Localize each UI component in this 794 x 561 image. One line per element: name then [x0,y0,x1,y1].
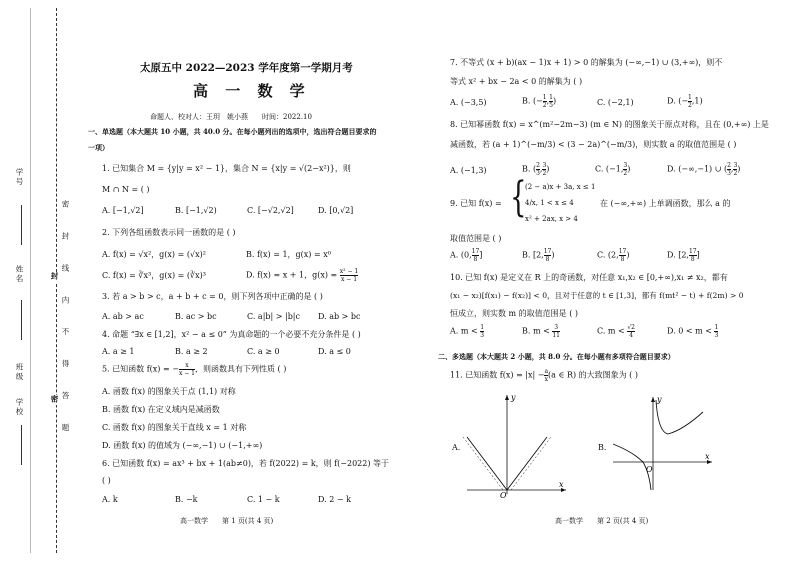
q8-b-d1: 3 [536,170,540,177]
q9-piecewise-brace: { [510,174,527,222]
q2-d-text: D. f(x) = x + 1，g(x) = [246,270,338,280]
q2-d-fraction [340,268,358,283]
graph-a-asymptote-left [463,437,503,490]
q9-option-c[interactable] [597,248,629,263]
school-label: 学校 [15,398,24,417]
q5-stem-pre: 5. 已知函数 f(x) = − [102,364,179,374]
q10-a-n: 1 [480,324,485,331]
graph-b-curve-right [656,400,703,434]
q7-b-n2: 1 [549,94,553,101]
graph-b-y-arrow [651,397,655,402]
q7-d-post: ,1) [691,96,703,106]
q7-option-c[interactable]: C. (−2,1) [597,98,634,107]
q3-option-b[interactable]: B. ac > bc [175,312,217,321]
q10-b-frac [552,324,560,339]
q10-a-pre: A. m < [450,326,478,336]
q7-b-pre: B. (− [522,96,543,106]
q8-b-post: ) [546,164,550,174]
q1-option-b[interactable]: B. [−1,√2) [175,206,217,215]
q3-option-a[interactable]: A. ab > ac [102,312,144,321]
q7-d-d: 2 [688,102,692,109]
q9-b-pre: B. [2, [522,250,544,260]
q9-b-post: ) [551,250,555,260]
name-label: 姓名 [15,265,24,284]
q4-option-a[interactable]: A. a ≥ 1 [102,347,135,356]
q9-b-n: 17 [543,248,552,255]
q6-stem-cont: ( ) [102,476,111,485]
q2-option-b[interactable]: B. f(x) = 1，g(x) = x⁰ [246,250,331,259]
q9-option-b[interactable] [522,248,554,263]
student-no-label: 学号 [15,168,24,187]
binding-mark-mi: 密 [50,395,59,405]
q8-b-mid: , [539,164,543,174]
q3-option-c[interactable]: C. a|b| > |b|c [247,312,300,321]
q9-d-post: ] [696,250,700,260]
q8-d-d2: 2 [733,170,738,177]
student-no-field[interactable] [21,205,22,245]
q4-stem: 4. 命题 “∃x ∈ [1,2]，x² − a ≤ 0” 为真命题的一个必要不充分条件是 ( ) [102,330,361,339]
q10-option-c[interactable] [597,324,635,339]
q8-b-n2: 3 [542,162,547,169]
q1-option-c[interactable]: C. [−√2,√2] [247,206,294,215]
q1-stem: 1. 已知集合 M = {y|y = x² − 1}，集合 N = {x|y = √(2−x²)}，则 [102,164,351,173]
q4-option-c[interactable]: C. a ≥ 0 [247,347,280,356]
q9-stem-post: 在 (−∞,+∞) 上单调函数，那么 a 的 [600,199,731,208]
q4-option-b[interactable]: B. a ≥ 2 [175,347,208,356]
q11-graph-b[interactable] [608,392,718,492]
binding-mark-feng: 封 [50,272,59,282]
q8-option-d[interactable] [667,162,740,177]
q10-a-frac [480,324,484,339]
graph-a-x-label: x [559,480,564,489]
q8-d-n2: 3 [733,162,738,169]
q9-option-a[interactable] [450,248,482,263]
q7-b-n1: 1 [542,94,547,101]
q2-option-a[interactable]: A. f(x) = √x²，g(x) = (√x)² [102,250,206,259]
q7-b-d2: 5 [549,102,553,109]
q11-option-b-label[interactable]: B. [598,443,607,452]
q10-stem-cont2: 恒成立，则实数 m 的取值范围是 ( ) [450,309,578,318]
graph-a-y-arrow [505,395,509,400]
q9-stem-pre: 9. 已知 f(x) = [450,199,502,208]
q3-option-d[interactable]: D. ab > bc [318,312,361,321]
q8-d-mid: , [730,164,734,174]
q9-stem-cont: 取值范围是 ( ) [450,234,502,243]
q8-d-post: ) [737,164,741,174]
q9-c-pre: C. (2, [597,250,619,260]
q2-option-d[interactable] [246,268,358,283]
q10-a-d: 3 [480,332,485,339]
q4-option-d[interactable]: D. a ≤ 0 [318,347,351,356]
q8-d-pre: D. (−∞,−1) ∪ ( [667,164,728,174]
q7-option-a[interactable]: A. (−3,5) [450,98,487,107]
q8-stem-cont: 减函数，若 (a + 1)^(−m/3) < (3 − 2a)^(−m/3)，则实数 a 的取值范围是 ( ) [450,140,737,149]
q8-c-n: 3 [623,162,628,169]
q7-d-pre: D. (− [667,96,689,106]
q10-c-frac [627,324,635,339]
q9-c-n: 17 [618,248,627,255]
q10-b-d: 11 [552,332,560,339]
q9-d-d: 8 [690,256,695,263]
name-field[interactable] [21,300,22,340]
q6-option-b[interactable]: B. −k [175,495,198,504]
q6-stem: 6. 已知函数 f(x) = ax³ + bx + 1(ab≠0)，若 f(2022) = k，则 f(−2022) 等于 [102,459,390,468]
q2-d-den: x − 1 [340,276,358,283]
q11-stem [450,368,638,383]
graph-b-origin-label: O [646,465,653,474]
graph-a-asymptote-right [511,437,551,490]
binding-line-note: 密 封 线 内 不 得 答 题 [61,200,70,442]
q10-d-d: 3 [714,332,719,339]
q6-option-c[interactable]: C. 1 − k [247,495,280,504]
q9-c-d: 8 [620,256,625,263]
q8-c-d: 2 [623,170,628,177]
q5-stem [102,362,286,377]
graph-a-origin-label: O [500,491,507,500]
q9-d-n: 17 [688,248,697,255]
q9-d-frac [689,248,697,263]
q7-option-b[interactable] [522,94,556,109]
q9-a-d: 8 [473,256,478,263]
q10-c-d: 4 [629,332,634,339]
q10-b-n: 3 [554,324,559,331]
q10-c-pre: C. m < [597,326,625,336]
q10-option-d[interactable] [667,324,718,339]
q10-d-frac [714,324,718,339]
q7-stem: 7. 不等式 (x + b)(ax − 1)x + 1) > 0 的解集为 (−∞,−1) ∪ (3,+∞)，则不 [450,58,723,67]
q8-b-pre: B. ( [522,164,537,174]
q2-option-c[interactable]: C. f(x) = ∛x³，g(x) = (∛x)³ [102,271,206,280]
q5-num: x [179,362,195,370]
q10-d-n: 1 [714,324,719,331]
q7-b-d1: 2 [542,102,547,109]
q1-option-d[interactable]: D. [0,√2] [318,206,354,215]
q9-a-pre: A. (0, [450,250,472,260]
section1-heading-cont: 一项） [88,143,109,152]
q10-stem-cont: (x₁ − x₂)[f(x₁) − f(x₂)] < 0，且对于任意的 t ∈ [1,3]，都有 f(mt² − t) + f(2m) > 0 [450,291,744,300]
q9-a-post: ] [479,250,483,260]
q5-option-d[interactable]: D. 函数 f(x) 的值域为 (−∞,−1) ∪ (−1,+∞) [102,441,263,450]
footer-right-page-number: 高一数学 第 2 页(共 4 页) [555,517,649,525]
q8-stem: 8. 已知幂函数 f(x) = x^(m²−2m−3) (m ∈ N) 的图象关于原点对称，且在 (0,+∞) 上是 [450,120,769,129]
q9-case2: 4/x, 1 < x ≤ 4 [525,199,574,207]
q6-option-a[interactable]: A. k [102,495,118,504]
q1-option-a[interactable]: A. [−1,√2] [102,206,144,215]
exam-meta: 命题人、校对人：王玥 姚小燕 时间：2022.10 [150,113,312,121]
q11-option-a-label[interactable]: A. [452,443,461,452]
graph-b-x-label: x [705,452,710,461]
q5-fraction [179,362,195,377]
q8-option-c[interactable] [595,162,630,177]
q10-b-pre: B. m < [522,326,550,336]
q8-d-d1: 3 [727,170,731,177]
exam-subject: 高 一 数 学 [193,82,311,100]
q6-option-d[interactable]: D. 2 − k [318,495,351,504]
q10-option-a[interactable] [450,324,484,339]
q7-stem-cont: 等式 x² + bx − 2a < 0 的解集为 ( ) [450,77,583,86]
q10-stem: 10. 已知 f(x) 是定义在 R 上的奇函数，对任意 x₁,x₂ ∈ [0,+∞),x₁ ≠ x₂，都有 [450,273,728,282]
q2-d-num: x² − 1 [339,268,359,275]
q11-stem-pre: 11. 已知函数 f(x) = |x| − [450,370,545,380]
q8-c-pre: C. (−1, [595,164,624,174]
section1-heading: 一、单选题（本大题共 10 小题，共 40.0 分。在每小题列出的选项中，选出符合题目要求的 [88,127,377,136]
q9-case1: (2 − a)x + 3a, x ≤ 1 [525,183,596,191]
q2-stem: 2. 下列各组函数表示同一函数的是 ( ) [102,228,236,237]
q9-option-d[interactable] [667,248,700,263]
q9-c-post: ) [626,250,630,260]
q9-case3: x² + 2ax, x > 4 [525,215,578,223]
q5-option-b[interactable]: B. 函数 f(x) 在定义域内是减函数 [102,405,220,414]
q10-d-pre: D. 0 < m < [667,326,712,336]
q5-den: x − 1 [178,370,195,377]
q9-d-pre: D. [2, [667,250,689,260]
q3-stem: 3. 若 a > b > c，a + b + c = 0，则下列各项中正确的是 ( ) [102,292,323,301]
q5-stem-post: ，则函数具有下列性质 ( ) [194,364,287,374]
q8-c-post: ) [627,164,631,174]
section2-heading: 二、多选题（本大题共 2 小题，共 8.0 分。在每小题有多项符合题目要求） [438,352,675,361]
q10-option-b[interactable] [522,324,560,339]
q7-option-d[interactable] [667,94,703,109]
footer-left-page-number: 高一数学 第 1 页(共 4 页) [180,517,274,525]
q5-option-c[interactable]: C. 函数 f(x) 的图象关于直线 x = 1 对称 [102,423,247,432]
q10-c-n: √2 [627,324,635,331]
q9-a-n: 17 [471,248,480,255]
q9-b-d: 8 [545,256,550,263]
graph-a-y-label: y [511,393,516,402]
sidebar-rule [30,8,31,553]
q8-option-a[interactable]: A. (−1,3) [450,166,487,175]
q7-b-mid: , [546,96,550,106]
q11-graph-a[interactable] [462,390,572,500]
school-field[interactable] [21,425,22,465]
graph-b-y-label: y [657,395,662,404]
q11-stem-post: (a ∈ R) 的大致图象为 ( ) [548,370,638,380]
q5-option-a[interactable]: A. 函数 f(x) 的图象关于点 (1,1) 对称 [102,387,236,396]
q1-stem-cont: M ∩ N = ( ) [102,185,150,194]
q8-b-n1: 2 [536,162,540,169]
q11-den: x [544,376,548,383]
q7-b-post: ) [553,96,557,106]
class-label: 班级 [15,363,24,382]
q8-d-n1: 2 [727,162,731,169]
exam-title: 太原五中 2022—2023 学年度第一学期月考 [140,62,353,74]
q11-num: a [544,368,549,375]
q7-d-n: 1 [688,94,692,101]
q8-b-d2: 2 [542,170,547,177]
